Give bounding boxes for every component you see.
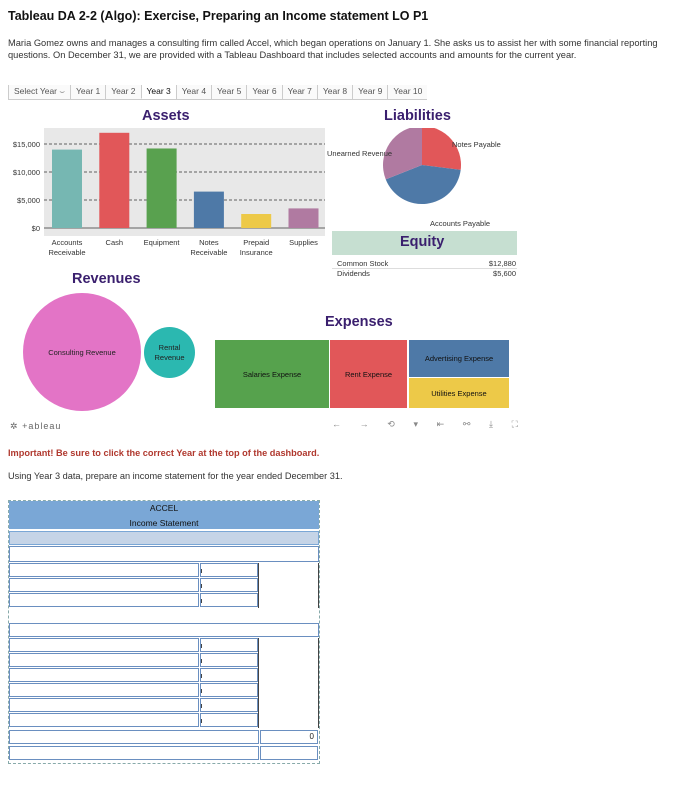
important-note: Important! Be sure to click the correct Year at the top of the dashboard.	[8, 448, 320, 458]
chevron-down-icon[interactable]: ▾	[413, 419, 418, 429]
statement-column-line	[258, 638, 259, 728]
statement-total-value: 0	[260, 730, 318, 744]
statement-column-line	[318, 563, 319, 608]
tableau-logo: ✲ +ableau	[10, 421, 62, 431]
statement-amount-input[interactable]	[200, 593, 258, 607]
statement-amount-input[interactable]	[200, 578, 258, 592]
statement-amount-input[interactable]	[200, 653, 258, 667]
year-tab-9[interactable]: Year 9	[352, 85, 387, 99]
statement-amount-input[interactable]	[200, 563, 258, 577]
advertising-expense-tile[interactable]: Advertising Expense	[409, 340, 509, 377]
utilities-expense-tile[interactable]: Utilities Expense	[409, 378, 509, 408]
redo-icon[interactable]: →	[359, 419, 369, 429]
assets-bar	[241, 214, 271, 228]
dropdown-marker	[201, 584, 202, 588]
dropdown-marker	[201, 644, 202, 648]
salaries-expense-tile[interactable]: Salaries Expense	[215, 340, 329, 408]
download-icon[interactable]: ⤓	[489, 419, 493, 429]
assets-xtick-label: Supplies	[289, 238, 318, 247]
year-tab-6[interactable]: Year 6	[246, 85, 281, 99]
dropdown-marker	[201, 599, 202, 603]
dividends-label: Dividends	[337, 269, 370, 278]
statement-amount-input[interactable]	[200, 638, 258, 652]
dropdown-marker	[201, 719, 202, 723]
fullscreen-icon[interactable]: ⛶	[511, 419, 518, 429]
liabilities-pie-label: Notes Payable	[452, 140, 501, 149]
statement-amount-input[interactable]	[200, 698, 258, 712]
assets-xtick-label: Insurance	[239, 248, 273, 257]
statement-account-input[interactable]	[9, 683, 199, 697]
statement-amount-input[interactable]	[200, 683, 258, 697]
assets-ytick-label: $15,000	[12, 140, 40, 149]
dropdown-marker	[201, 704, 202, 708]
assets-xtick-label: Accounts	[51, 238, 83, 247]
statement-account-input[interactable]	[9, 578, 199, 592]
consulting-revenue-label: Consulting Revenue	[48, 347, 116, 357]
dropdown-marker	[201, 659, 202, 663]
assets-title: Assets	[142, 108, 190, 124]
first-icon[interactable]: ⇤	[436, 419, 445, 429]
assets-ytick-label: $10,000	[12, 168, 40, 177]
statement-total-label-input[interactable]	[9, 730, 259, 744]
assets-xtick-label: Receivable	[190, 248, 228, 257]
dividends-value: $5,600	[493, 269, 516, 278]
statement-column-line	[258, 563, 259, 608]
rent-expense-tile[interactable]: Rent Expense	[330, 340, 407, 408]
dropdown-marker	[201, 689, 202, 693]
instruction-text: Using Year 3 data, prepare an income statement for the year ended December 31.	[8, 471, 343, 481]
statement-account-input[interactable]	[9, 653, 199, 667]
year-tab-3[interactable]: Year 3	[141, 85, 176, 99]
select-year-label: Select Year ⌣	[8, 85, 70, 99]
assets-xtick-label: Cash	[105, 238, 124, 247]
assets-xtick-label: Receivable	[48, 248, 86, 257]
period-select[interactable]	[9, 531, 319, 545]
statement-account-input[interactable]	[9, 638, 199, 652]
common-stock-value: $12,880	[488, 259, 516, 268]
revert-icon[interactable]: ⟲	[387, 419, 395, 429]
assets-bar	[289, 208, 319, 228]
assets-bar	[52, 150, 82, 228]
liabilities-pie-label: Unearned Revenue	[327, 149, 393, 158]
intro-paragraph: Maria Gomez owns and manages a consulting firm called Accel, which began operations on January 1. She asks us to assist her with some financial reporting questions. On December 31, we are provided with a Tableau Dashboard that includes selected accounts and amounts for the current year.	[8, 38, 658, 60]
assets-bar	[194, 192, 224, 228]
year-tab-4[interactable]: Year 4	[176, 85, 211, 99]
statement-account-input[interactable]	[9, 593, 199, 607]
tableau-cross-icon: ✲	[10, 421, 19, 431]
year-tab-7[interactable]: Year 7	[282, 85, 317, 99]
rental-revenue-bubble[interactable]	[144, 327, 195, 378]
statement-line-input[interactable]	[9, 623, 319, 637]
assets-ytick-label: $5,000	[17, 196, 40, 205]
share-icon[interactable]: ⚯	[462, 419, 471, 429]
year-tab-2[interactable]: Year 2	[105, 85, 140, 99]
statement-amount-input[interactable]	[200, 713, 258, 727]
consulting-revenue-bubble[interactable]	[23, 293, 141, 411]
assets-bar-chart	[0, 128, 325, 268]
statement-title: Income Statement	[129, 518, 199, 528]
dropdown-marker	[201, 674, 202, 678]
assets-xtick-label: Notes	[199, 238, 219, 247]
slider-icon: ⌣	[59, 86, 65, 96]
statement-account-input[interactable]	[9, 713, 199, 727]
statement-column-line	[318, 638, 319, 728]
assets-ytick-label: $0	[31, 224, 40, 233]
expenses-title: Expenses	[325, 314, 393, 330]
tableau-toolbar	[332, 419, 518, 430]
liabilities-pie-chart	[325, 128, 520, 228]
statement-line-input[interactable]	[9, 546, 319, 562]
year-tab-10[interactable]: Year 10	[387, 85, 427, 99]
common-stock-label: Common Stock	[337, 259, 389, 268]
equity-title: Equity	[400, 234, 445, 250]
year-tab-5[interactable]: Year 5	[211, 85, 246, 99]
assets-bar	[147, 148, 177, 228]
statement-company: ACCEL	[149, 503, 179, 513]
statement-net-income-input[interactable]	[9, 746, 259, 760]
year-filter-tabs	[8, 85, 427, 100]
year-tab-1[interactable]: Year 1	[70, 85, 105, 99]
statement-amount-input[interactable]	[200, 668, 258, 682]
undo-icon[interactable]: ←	[332, 419, 341, 429]
assets-bar	[99, 133, 129, 228]
rental-revenue-label: Rental Revenue	[154, 342, 185, 362]
year-tab-8[interactable]: Year 8	[317, 85, 352, 99]
liabilities-pie-label: Accounts Payable	[430, 219, 491, 228]
statement-net-income-amount[interactable]	[260, 746, 318, 760]
assets-xtick-label: Equipment	[143, 238, 180, 247]
dropdown-marker	[201, 569, 202, 573]
assets-xtick-label: Prepaid	[243, 238, 270, 247]
statement-account-input[interactable]	[9, 668, 199, 682]
revenues-title: Revenues	[72, 271, 141, 287]
statement-account-input[interactable]	[9, 698, 199, 712]
page-title: Tableau DA 2-2 (Algo): Exercise, Preparing an Income statement LO P1	[8, 9, 429, 23]
statement-account-input[interactable]	[9, 563, 199, 577]
liabilities-title: Liabilities	[384, 108, 451, 124]
